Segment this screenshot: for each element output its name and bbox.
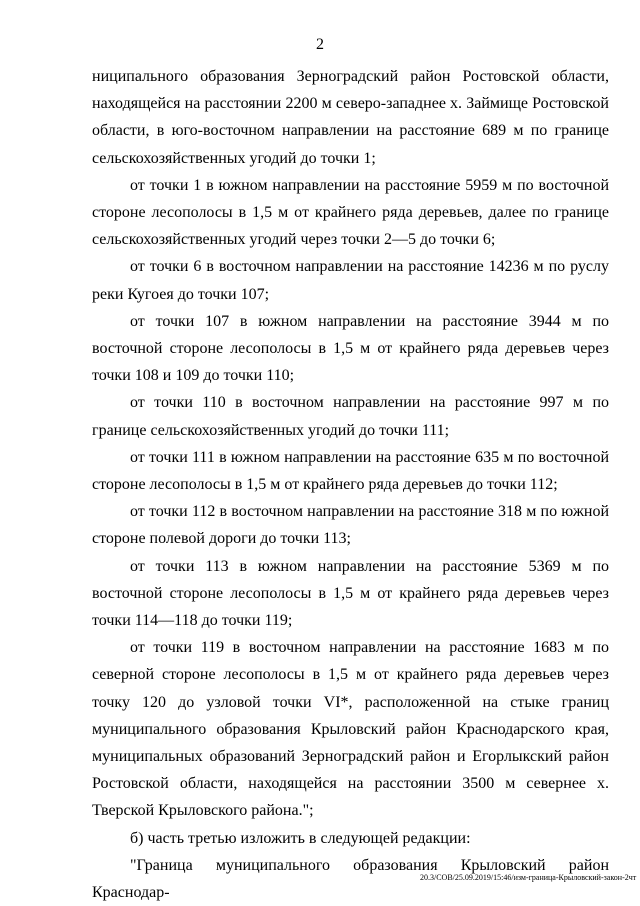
document-footer-code: 20.3/СОВ/25.09.2019/15:46/изм-граница-Крыловский-закон-2чт bbox=[420, 873, 637, 882]
paragraph-point-107: от точки 107 в южном направлении на расстояние 3944 м по восточной стороне лесополосы в 1,5 м от крайнего ряда деревьев через точки 108 и 109 до точки 110; bbox=[92, 312, 609, 385]
page-number: 2 bbox=[316, 36, 324, 53]
paragraph-point-119: от точки 119 в восточном направлении на расстояние 1683 м по северной стороне лесополосы в 1,5 м от крайнего ряда деревьев через точку 120 до узловой точки VI*, расположенной на стыке границ муниципального образования Крыловский район Краснодарского края, муниципальных образований Зерноградский район и Егорлыкский район Ростовской области, находящейся на расстоянии 3500 м севернее х. Тверской Крыловского района."; bbox=[92, 639, 609, 820]
document-body bbox=[92, 63, 609, 906]
paragraph-continuation: ниципального образования Зерноградский район Ростовской области, находящейся на расстоянии 2200 м северо-западнее х. Займище Ростовской области, в юго-восточном направлении на расстояние 689 м по границе сельскохозяйственных угодий до точки 1; bbox=[92, 68, 609, 167]
paragraph-point-111: от точки 111 в южном направлении на расстояние 635 м по восточной стороне лесополосы в 1,5 м от крайнего ряда деревьев до точки 112; bbox=[92, 448, 609, 494]
paragraph-boundary-start: "Граница муниципального образования Крыловский район Краснодар- bbox=[92, 856, 609, 902]
paragraph-point-6: от точки 6 в восточном направлении на расстояние 14236 м по руслу реки Кугоея до точки 107; bbox=[92, 258, 609, 303]
paragraph-point-1: от точки 1 в южном направлении на расстояние 5959 м по восточной стороне лесополосы в 1,5 м от крайнего ряда деревьев, далее по границе сельскохозяйственных угодий через точки 2—5 до точки 6; bbox=[92, 176, 609, 249]
paragraph-point-110: от точки 110 в восточном направлении на расстояние 997 м по границе сельскохозяйственных угодий до точки 111; bbox=[92, 394, 609, 439]
paragraph-point-112: от точки 112 в восточном направлении на расстояние 318 м по южной стороне полевой дороги до точки 113; bbox=[92, 503, 609, 548]
paragraph-part-three: б) часть третью изложить в следующей редакции: bbox=[130, 829, 471, 847]
paragraph-point-113: от точки 113 в южном направлении на расстояние 5369 м по восточной стороне лесополосы в 1,5 м от крайнего ряда деревьев через точки 114—118 до точки 119; bbox=[92, 557, 609, 630]
